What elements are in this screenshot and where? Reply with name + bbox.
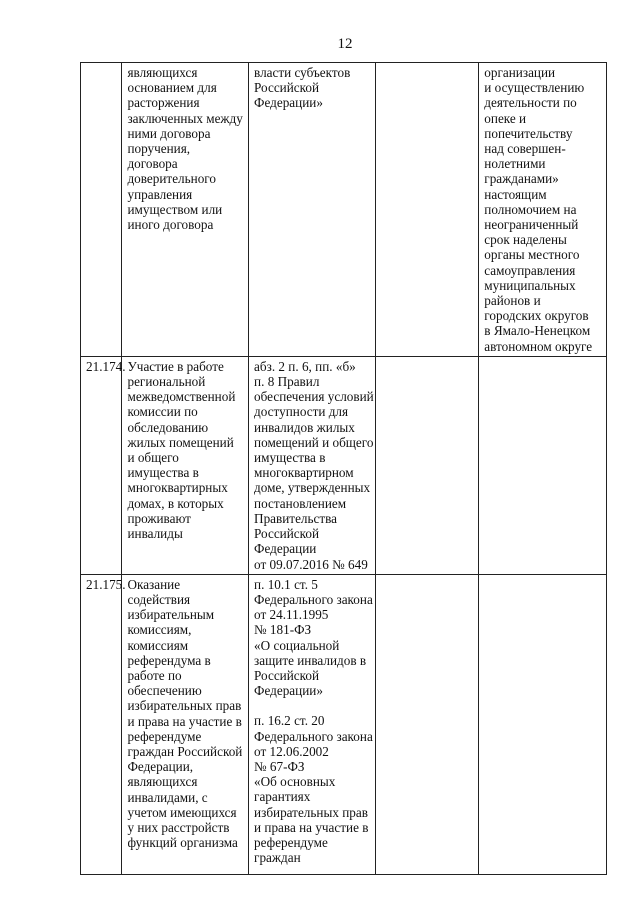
cell-empty — [375, 574, 479, 874]
cell-notes — [479, 574, 607, 874]
text-line: «Об основных — [254, 774, 336, 790]
text-line: абз. 2 п. 6, пп. «б» — [254, 358, 356, 374]
text-line: полномочием на — [484, 201, 577, 217]
text-line: жилых помещений — [127, 434, 234, 450]
text-line: попечительству — [484, 125, 573, 141]
text-line: у них расстройств — [127, 819, 230, 835]
text-line: городских округов — [484, 308, 589, 324]
text-line: являющихся — [127, 774, 198, 790]
text-line: многоквартирном — [254, 465, 354, 481]
text-line: и общего — [127, 450, 179, 466]
text-line: органы местного — [484, 247, 580, 263]
text-line: домах, в которых — [127, 495, 224, 511]
text-line: референдуме — [127, 728, 202, 744]
text-line: и права на участие в — [127, 713, 242, 729]
text-line: над совершен- — [484, 141, 566, 157]
text-line: избирательных прав — [127, 698, 242, 714]
cell-number — [81, 63, 122, 357]
text-line: районов и — [484, 293, 541, 309]
page-number: 12 — [337, 36, 353, 52]
text-line: межведомственной — [127, 389, 236, 405]
legal-reference-1 — [254, 577, 371, 699]
text-line: граждан — [254, 850, 301, 866]
text-line: власти субъектов — [254, 65, 351, 80]
text-line: функций организма — [127, 835, 238, 851]
text-line: п. 8 Правил — [254, 374, 320, 390]
text-line: Российской — [254, 80, 320, 96]
text-line: учетом имеющихся — [127, 804, 237, 820]
text-line: Оказание — [127, 576, 181, 592]
text-line: комиссиям, — [127, 622, 192, 638]
text-line: комиссиям — [127, 637, 189, 653]
text-line: ними договора — [127, 125, 211, 141]
text-line: № 67-ФЗ — [254, 758, 305, 774]
text-line: от 12.06.2002 — [254, 743, 329, 759]
text-line: гражданами» — [484, 171, 559, 187]
document-table — [80, 62, 607, 875]
text-line: Правительства — [254, 510, 338, 526]
text-line: и осуществлению — [484, 80, 585, 96]
text-line: помещений и общего — [254, 434, 374, 450]
text-line: деятельности по — [484, 95, 577, 111]
cell-empty — [375, 63, 479, 357]
cell-empty — [375, 356, 479, 574]
text-line: многоквартирных — [127, 480, 228, 496]
text-line: неограниченный — [484, 217, 579, 233]
text-line: «О социальной — [254, 637, 340, 653]
text-line: поручения, — [127, 141, 191, 157]
text-line: референдума в — [127, 652, 211, 668]
text-line: самоуправления — [484, 262, 576, 278]
text-line: расторжения — [127, 95, 200, 111]
table-row — [81, 574, 607, 874]
text-line: Федерации, — [127, 759, 194, 775]
table-row — [81, 356, 607, 574]
cell-activity — [122, 356, 249, 574]
text-line: в Ямало-Ненецком — [484, 323, 591, 339]
legal-reference-2 — [254, 713, 371, 865]
cell-legal-basis — [249, 356, 376, 574]
text-line: договора — [127, 156, 178, 172]
cell-number — [81, 574, 126, 874]
text-line: инвалидов жилых — [254, 419, 355, 435]
text-line: Федерации — [254, 541, 317, 557]
text-line: п. 16.2 ст. 20 — [254, 713, 325, 729]
text-line: референдуме — [254, 834, 328, 850]
text-line: работе по — [127, 667, 182, 683]
text-line: иного договора — [127, 217, 214, 233]
text-line: Российской — [254, 526, 320, 542]
text-line: Федерации» — [254, 683, 323, 699]
text-line: организации — [484, 65, 556, 80]
cell-notes — [479, 356, 607, 574]
text-line: избирательных прав — [254, 804, 368, 820]
cell-number — [81, 356, 126, 574]
text-line: имущества в — [254, 450, 326, 466]
text-line: управления — [127, 186, 193, 202]
text-line: основанием для — [127, 80, 217, 96]
text-line: являющихся — [127, 65, 198, 80]
text-line: постановлением — [254, 495, 347, 511]
text-line: защите инвалидов в — [254, 652, 367, 668]
text-line: обеспечения условий — [254, 389, 374, 405]
text-line: инвалиды — [127, 526, 183, 542]
text-line: опеке и — [484, 110, 527, 126]
text-line: автономном округе — [484, 338, 593, 354]
cell-legal-basis — [249, 574, 376, 874]
text-line: имуществом или — [127, 201, 223, 217]
text-line: Федерации» — [254, 95, 323, 111]
text-line: п. 10.1 ст. 5 — [254, 576, 318, 592]
cell-notes — [479, 63, 607, 357]
text-line: настоящим — [484, 186, 547, 202]
row-number: 21.174. — [86, 358, 126, 374]
cell-legal-basis — [249, 63, 376, 357]
text-line: от 24.11.1995 — [254, 607, 329, 623]
text-line: муниципальных — [484, 277, 576, 293]
text-line: доверительного — [127, 171, 216, 187]
text-line: обеспечению — [127, 683, 202, 699]
cell-activity — [122, 63, 249, 357]
text-line: доступности для — [254, 404, 349, 420]
text-line: содействия — [127, 591, 191, 607]
text-line: обследованию — [127, 419, 209, 435]
text-line: нолетними — [484, 156, 546, 172]
text-line: граждан Российской — [127, 743, 243, 759]
text-line: проживают — [127, 510, 191, 526]
text-line: избирательным — [127, 607, 215, 623]
text-line: № 181-ФЗ — [254, 622, 312, 638]
text-line: Участие в работе — [127, 358, 224, 374]
text-line: Федерального закона — [254, 591, 373, 607]
text-line: Российской — [254, 667, 320, 683]
text-line: от 09.07.2016 № 649 — [254, 556, 368, 572]
text-line: региональной — [127, 374, 206, 390]
text-line: имущества в — [127, 465, 199, 481]
text-line: комиссии по — [127, 404, 198, 420]
text-line: и права на участие в — [254, 819, 369, 835]
cell-activity — [122, 574, 249, 874]
text-line: доме, утвержденных — [254, 480, 371, 496]
table-row — [81, 63, 607, 357]
text-line: срок наделены — [484, 232, 567, 248]
text-line: инвалидами, с — [127, 789, 208, 805]
text-line: Федерального закона — [254, 728, 373, 744]
text-line: заключенных между — [127, 110, 243, 126]
row-number: 21.175. — [86, 576, 126, 592]
text-line: гарантиях — [254, 789, 311, 805]
